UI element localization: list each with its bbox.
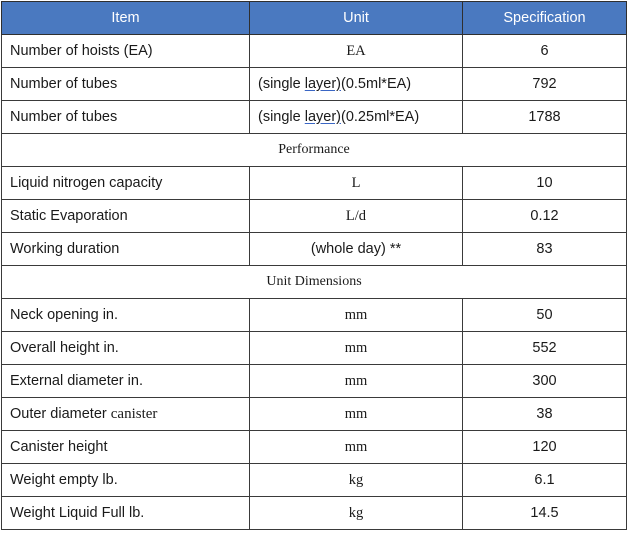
section-row-performance — [2, 134, 627, 167]
row-item: Working duration — [2, 233, 250, 266]
item-serif-text: canister — [110, 405, 158, 422]
unit-underlined-link: layer) — [304, 76, 342, 92]
row-item: Neck opening in. — [2, 299, 250, 332]
row-spec: 6.1 — [463, 464, 627, 497]
table-row — [2, 497, 627, 530]
unit-text: kg — [348, 504, 364, 521]
unit-text: L — [351, 174, 361, 191]
unit-suffix: (0.25ml*EA) — [341, 109, 420, 125]
table-row — [2, 464, 627, 497]
row-unit — [250, 200, 463, 233]
unit-text: mm — [344, 306, 368, 323]
header-row — [2, 2, 627, 35]
row-spec: 10 — [463, 167, 627, 200]
table-row — [2, 200, 627, 233]
header-unit: Unit — [250, 2, 463, 35]
row-unit — [250, 167, 463, 200]
row-unit — [250, 398, 463, 431]
row-spec: 14.5 — [463, 497, 627, 530]
row-unit — [250, 101, 463, 134]
section-title: Unit Dimensions — [2, 266, 627, 299]
row-item: Canister height — [2, 431, 250, 464]
row-spec: 1788 — [463, 101, 627, 134]
unit-text: mm — [344, 372, 368, 389]
header-item: Item — [2, 2, 250, 35]
unit-text: L/d — [345, 207, 367, 224]
table-row — [2, 398, 627, 431]
row-unit — [250, 299, 463, 332]
section-row-unit-dimensions — [2, 266, 627, 299]
row-unit — [250, 464, 463, 497]
row-spec: 120 — [463, 431, 627, 464]
section-title: Performance — [2, 134, 627, 167]
row-spec: 300 — [463, 365, 627, 398]
row-spec: 0.12 — [463, 200, 627, 233]
header-specification: Specification — [463, 2, 627, 35]
row-item: Static Evaporation — [2, 200, 250, 233]
row-spec: 792 — [463, 68, 627, 101]
row-spec: 552 — [463, 332, 627, 365]
row-unit — [250, 35, 463, 68]
table-row — [2, 35, 627, 68]
row-unit — [250, 431, 463, 464]
row-unit — [250, 332, 463, 365]
item-main-text: Outer diameter — [10, 405, 111, 422]
unit-text: kg — [348, 471, 364, 488]
unit-text: EA — [346, 42, 366, 59]
table-row — [2, 101, 627, 134]
row-item: External diameter in. — [2, 365, 250, 398]
row-item: Number of tubes — [2, 101, 250, 134]
specification-table — [1, 1, 627, 530]
row-item: Weight empty lb. — [2, 464, 250, 497]
row-spec: 38 — [463, 398, 627, 431]
table-row — [2, 299, 627, 332]
row-spec: 6 — [463, 35, 627, 68]
unit-text: mm — [344, 339, 368, 356]
row-spec: 83 — [463, 233, 627, 266]
table-row — [2, 167, 627, 200]
table-row — [2, 332, 627, 365]
row-unit: (whole day) ** — [250, 233, 463, 266]
row-unit — [250, 497, 463, 530]
table-row — [2, 68, 627, 101]
unit-prefix: (single — [258, 109, 305, 125]
table-row — [2, 365, 627, 398]
unit-text: mm — [344, 438, 368, 455]
row-item: Number of hoists (EA) — [2, 35, 250, 68]
row-item: Liquid nitrogen capacity — [2, 167, 250, 200]
table-row — [2, 233, 627, 266]
unit-prefix: (single — [258, 76, 305, 92]
row-spec: 50 — [463, 299, 627, 332]
row-unit — [250, 68, 463, 101]
unit-suffix: (0.5ml*EA) — [341, 76, 412, 92]
row-unit — [250, 365, 463, 398]
row-item: Overall height in. — [2, 332, 250, 365]
row-item — [2, 398, 250, 431]
unit-text: mm — [344, 405, 368, 422]
unit-underlined-link: layer) — [304, 109, 342, 125]
row-item: Weight Liquid Full lb. — [2, 497, 250, 530]
table-row — [2, 431, 627, 464]
row-item: Number of tubes — [2, 68, 250, 101]
